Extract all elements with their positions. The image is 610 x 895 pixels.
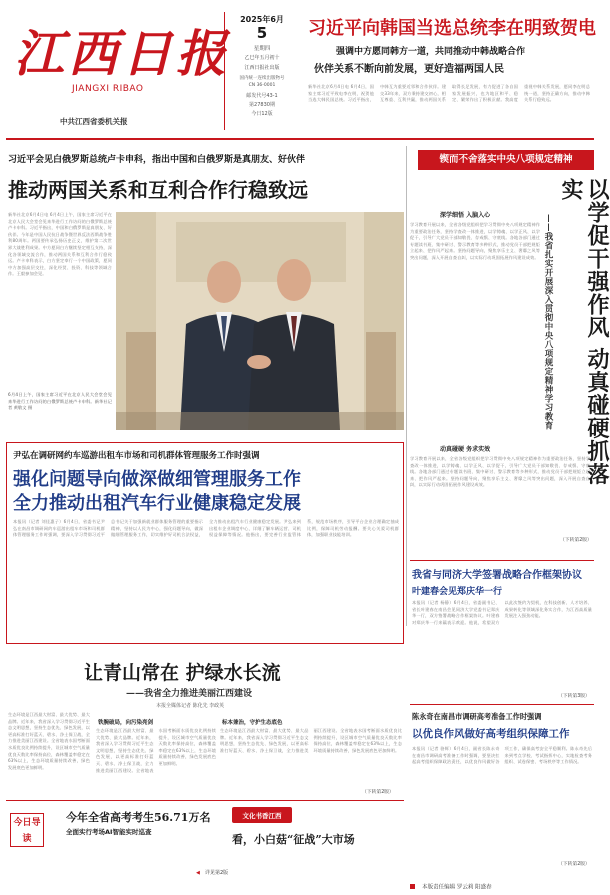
green-body-col1: 生态环境是江西最大财富、最大优势、最大品牌。近年来，我省深入学习贯彻习近平生态文明思想，坚持生态优先、绿色发展，以更高标准打好蓝天、碧水、净土保卫战，全力推进美丽江西建设。全省地表水国考断面水质优良比例持续提升，设区城市空气质量优良天数比率保持高位，森林覆盖率稳定在63%以上，生态环境质量持续改善，绿色发展底色更加鲜明。 [8,712,90,770]
issue-line1: 国内统一连续出版物号 [239,76,285,81]
today-guide [6,800,404,876]
feature-headline-1: 强化问题导向做深做细管理服务工作 [13,469,301,490]
lead-body: 新华社北京6月4日电 6月4日，国家主席习近平致电李在明，祝贺他当选大韩民国总统。习近平指出，中韩互为重要近邻和合作伙伴。建交33年来，双方秉持建交初心，相互尊重、互利共赢，推动两国关系取得长足发展，有力促进了各自国家发展振兴，也为地区和平、稳定、繁荣作出了积极贡献。我高度重视中韩关系发展，愿同李在明总统一道，坚持正确方向，推动中韩关系行稳致远。 [308,84,590,103]
meeting-photo [116,212,404,430]
lead-subhead-1: 强调中方愿同韩方一道，共同推动中韩战略合作 [336,47,526,57]
feature-body: 本报讯（记者 刘佳惠子）6月4日，省委书记尹弘在南昌市调研网约车巡游出租车市场和司机群体管理服务工作时强调，要深入学习贯彻习近平总书记关于加强新就业群体服务管理的重要指示精神，坚持以人民为中心，强化问题导向，做深做细管理服务工作，切实维护好司机合法权益，全力推动出租汽车行业健康稳定发展。尹弘来到出租车企业调度中心，详细了解车辆运营、司机权益保障等情况。他指出，要完善行业监管体系，规范市场秩序，引导平台企业合理确定抽成比例，保障司机劳动报酬。要关心关爱司机群体，加强职业技能培训。 [13,519,399,538]
right-col-divider [406,146,407,626]
gaokao-headline: 以优良作风做好高考组织保障工作 [412,728,570,740]
tongji-subhead: 叶建春会见郑庆华一行 [412,587,503,597]
gaokao-story [410,704,594,872]
belarus-kicker: 习近平会见白俄罗斯总统卢卡申科，指出中国和白俄罗斯是真朋友、好伙伴 [8,155,306,165]
tongji-more[interactable]: （下转第3版） [558,694,590,699]
postal-code: 邮发代号43-1 [246,93,278,99]
guide-item-1[interactable]: 今年全省高考考生56.71万名 [66,811,211,824]
footer-square-icon [410,884,415,889]
guide-brand-text: 文化书香江西 [242,812,282,820]
commentary-more[interactable]: （下转第2版） [560,538,592,543]
tongji-rule [410,560,594,561]
green-byline: 本报全媒体记者 陈化先 李政英 [156,703,225,709]
belarus-body: 新华社北京6月4日电 6月4日上午，国家主席习近平在北京人民大会堂会见来华进行工作访问的白俄罗斯总统卢卡申科。习近平指出，中国和白俄罗斯是真朋友、好伙伴。今年是中国人民抗日战争暨世界反法西斯战争胜利80周年。两国要传承弘扬历史正义，维护第二次世界大战胜利成果。中方愿同白方继续坚定相互支持，深化各领域交流合作，推动两国关系和互利合作行稳致远。卢卡申科表示，白方坚定奉行一个中国政策，愿同中方加强高层交往，深化经贸、投资、科技等领域合作。王毅参加会见。 [8,212,112,277]
green-subhead: ——我省全力推进美丽江西建设 [126,689,253,699]
masthead-pinyin: JIANGXI RIBAO [72,84,144,94]
gaokao-more[interactable]: （下转第2版） [558,862,590,867]
lead-story [304,6,594,136]
photo-illustration [116,212,404,430]
green-body-col3: 生态环境是江西最大财富、最大优势、最大品牌。近年来，我省深入学习贯彻习近平生态文明思想，坚持生态优先、绿色发展，以更高标准打好蓝天、碧水、净土保卫战，全力推进美丽江西建设。全省地表水国考断面水质优良比例持续提升，设区城市空气质量优良天数比率保持高位，森林覆盖率稳定在63%以上，生态环境质量持续改善，绿色发展底色更加鲜明。 [220,728,402,753]
guide-page-tag-text: 详见第2版 [204,870,229,876]
guide-item-3[interactable]: 看，小白菇“征战”大市场 [232,833,355,846]
feature-box [6,442,404,644]
commentary-body: 学习教育开展以来，全省各级党组织把学习贯彻中央八项规定精神作为重要政治任务，坚持学查改一体推进，以学铸魂、以学正风、以学促干，引导广大党员干部知敬畏、存戒惧、守底线。各地各部门通过专题读书班、集中研讨、警示教育等多种形式，推动党员干部把规矩立起来、把作风严起来。坚持问题导向，聚焦享乐主义、奢靡之风等突出问题，深入开展自查自纠，以实际行动巩固拓展作风建设成效。 [410,222,540,260]
guide-item-2[interactable]: 全面实行考场AI智能实时巡查 [66,828,152,836]
date-box [224,12,296,130]
gaokao-rule [410,704,594,705]
commentary-subtitle: ——我省扎实开展深入贯彻中央八项规定精神学习教育 [543,214,553,430]
masthead-logo: 江西日报 [14,24,230,83]
masthead-divider [6,138,594,140]
issue-number: 第27830期 [249,102,275,108]
lead-headline: 习近平向韩国当选总统李在明致贺电 [308,18,596,39]
green-more[interactable]: （下转第2版） [362,790,394,795]
guide-page-arrow-icon: ◀ [196,870,200,876]
commentary-section-1: 深学细悟 入脑入心 [440,212,491,219]
lunar-date: 乙巳年五月初十 [244,55,280,61]
feature-kicker: 尹弘在调研网约车巡游出租车市场和司机群体管理服务工作时强调 [13,451,260,461]
tongji-body: 本报讯（记者 杨静）6月4日，省委副书记、省长叶建春在南昌会见同济大学党委书记郑庆华一行，双方签署战略合作框架协议。叶建春对郑庆华一行来赣表示欢迎。他说，希望双方以此次签约为契机，在科技创新、人才培养、成果转化等领域深化务实合作，为江西高质量发展注入强劲动能。 [412,600,592,625]
gaokao-kicker: 陈永奇在南昌市调研高考准备工作时强调 [412,712,542,721]
date-month: 2025年6月 [240,15,284,24]
lead-subhead-2: 伙伴关系不断向前发展，更好造福两国人民 [314,64,504,75]
commentary [410,176,610,556]
side-banner: 锲而不舍落实中央八项规定精神 [418,150,594,170]
green-body-col2: 生态环境是江西最大财富、最大优势、最大品牌。近年来，我省深入学习贯彻习近平生态文明思想，坚持生态优先、绿色发展，以更高标准打好蓝天、碧水、净土保卫战，全力推进美丽江西建设。全省地表水国考断面水质优良比例持续提升，设区城市空气质量优良天数比率保持高位，森林覆盖率稳定在63%以上，生态环境质量持续改善，绿色发展底色更加鲜明。 [96,728,216,773]
photo-caption: 6月4日上午，国家主席习近平在北京人民大会堂会见来华进行工作访问的白俄罗斯总统卢卡申科。新华社记者 黄敬文 摄 [8,392,112,411]
commentary-title: 以学促干强作风 动真碰硬抓落实 [558,178,610,486]
green-story [6,650,404,796]
gaokao-body: 本报讯（记者 骆辉）6月4日，副省长陈永奇在南昌市调研高考准备工作时强调，要坚决扛起高考组织保障政治责任，以优良作风做好各项工作，确保高考安全平稳顺利。陈永奇先后来到考点学校、考试指挥中心，实地检查考务组织、试卷保密、考场秩序等工作情况。 [412,746,592,765]
tongji-headline: 我省与同济大学签署战略合作框架协议 [412,570,582,581]
footer-editors: 本版责任编辑 罗云莉 阳盛春 [422,884,492,891]
commentary-section-2: 动真碰硬 务求实效 [440,446,491,453]
guide-brand-badge [232,807,292,823]
green-section-2: 标本兼治，守护生态底色 [222,720,283,726]
feature-headline-2: 全力推动出租汽车行业健康稳定发展 [13,493,301,514]
belarus-headline: 推动两国关系和互利合作行稳致远 [8,178,308,202]
green-headline: 让青山常在 护绿水长流 [84,662,281,684]
footer-bar [410,876,594,891]
guide-label: 今日导读 [10,813,44,847]
tongji-story [410,560,594,700]
date-day: 5 [256,24,268,42]
publisher-line: 江西日报社出版 [244,65,280,71]
masthead [6,4,300,134]
page-count: 今日12版 [251,111,273,117]
masthead-publisher: 中共江西省委机关报 [60,117,128,126]
issue-line2: CN 36-0001 [248,83,276,88]
commentary-body-2: 学习教育开展以来，全省各级党组织把学习贯彻中央八项规定精神作为重要政治任务，坚持学查改一体推进，以学铸魂、以学正风、以学促干，引导广大党员干部知敬畏、存戒惧、守底线。各地各部门通过专题读书班、集中研讨、警示教育等多种形式，推动党员干部把规矩立起来、把作风严起来。坚持问题导向，聚焦享乐主义、奢靡之风等突出问题，深入开展自查自纠，以实际行动巩固拓展作风建设成效。 [410,456,590,488]
story-belarus [6,142,404,437]
green-section-1: 铁腕破局，向污染亮剑 [98,720,154,726]
guide-page-tag[interactable] [196,859,256,876]
weekday: 星期四 [253,46,271,52]
